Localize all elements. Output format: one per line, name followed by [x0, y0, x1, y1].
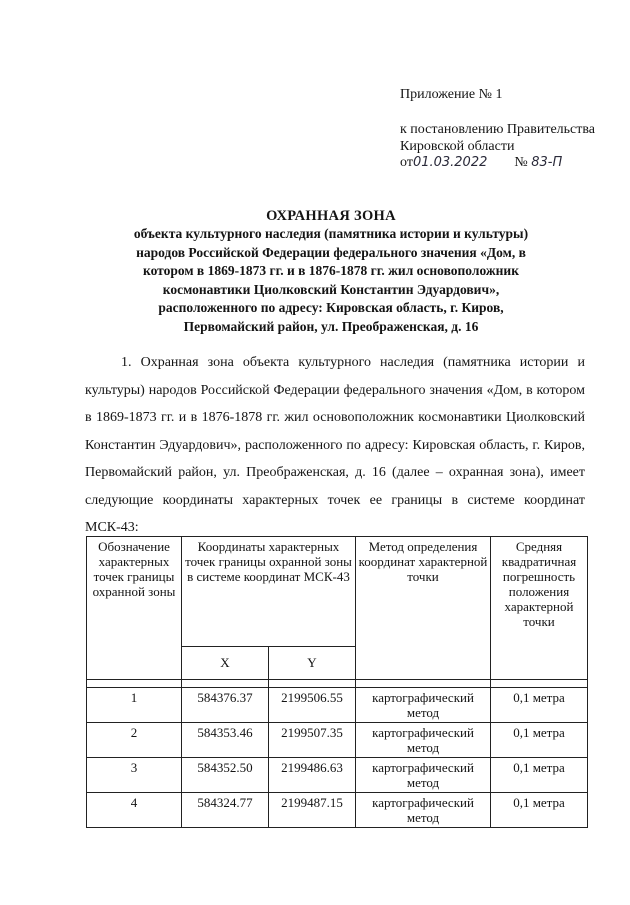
cell-x: 584324.77 [182, 793, 269, 828]
header-x: X [182, 646, 269, 679]
handwritten-date: 01.03.2022 [412, 155, 488, 170]
cell-y: 2199487.15 [269, 793, 356, 828]
cell-y: 2199506.55 [269, 688, 356, 723]
table-row [87, 688, 588, 723]
cell-error: 0,1 метра [491, 793, 588, 828]
appendix-decree-line: к постановлению Правительства [400, 122, 596, 137]
header-point: Обозначение характерных точек границы охранной зоны [87, 537, 182, 680]
document-heading [100, 207, 562, 337]
heading-line: объекта культурного наследия (памятника истории и культуры) [133, 226, 529, 241]
cell-y: 2199486.63 [269, 758, 356, 793]
table-row [87, 793, 588, 828]
cell-method: картографический метод [356, 758, 491, 793]
header-error: Средняя квадратичная погрешность положения характерной точки [491, 537, 588, 680]
table-row [87, 758, 588, 793]
number-prefix: № [514, 155, 528, 170]
header-coords: Координаты характерных точек границы охранной зоны в системе координат МСК-43 [182, 537, 356, 647]
cell-error: 0,1 метра [491, 723, 588, 758]
cell-point: 4 [87, 793, 182, 828]
appendix-region-line: Кировской области [400, 139, 515, 154]
cell-error: 0,1 метра [491, 688, 588, 723]
cell-x: 584352.50 [182, 758, 269, 793]
heading-title: ОХРАННАЯ ЗОНА [266, 208, 396, 224]
heading-line: космонавтики Циолковский Константин Эдуардович», [162, 281, 500, 297]
appendix-title: Приложение № 1 [400, 87, 503, 102]
cell-error: 0,1 метра [491, 758, 588, 793]
body-paragraph: 1. Охранная зона объекта культурного наследия (памятника истории и культуры) народов Российской Федерации федерального значения «Дом, в котором в 1869-1873 гг. и в 1876-1878 гг. жил основоположник космонавтики Циолковский Константин Эдуардович», расположенного по адресу: Кировская область, г. Киров, Первомайский район, ул. Преображенская, д. 16 (далее – охранная зона), имеет следующие координаты характерных точек ее границы в системе координат МСК-43: [85, 355, 585, 535]
table-row [87, 723, 588, 758]
header-method: Метод определения координат характерной точки [356, 537, 491, 680]
heading-line: Первомайский район, ул. Преображенская, д. 16 [183, 318, 479, 334]
table-header-row [87, 537, 588, 647]
cell-method: картографический метод [356, 793, 491, 828]
table-spacer-row [87, 680, 588, 688]
coordinates-table [86, 536, 588, 828]
date-prefix: от [400, 155, 413, 170]
heading-line: расположенного по адресу: Кировская область, г. Киров, [158, 300, 504, 316]
cell-point: 3 [87, 758, 182, 793]
cell-point: 2 [87, 723, 182, 758]
cell-method: картографический метод [356, 723, 491, 758]
cell-x: 584376.37 [182, 688, 269, 723]
header-y: Y [269, 646, 356, 679]
handwritten-number: 83-П [531, 155, 563, 170]
cell-point: 1 [87, 688, 182, 723]
heading-line: народов Российской Федерации федерального значения «Дом, в [136, 244, 526, 260]
heading-line: котором в 1869-1873 гг. и в 1876-1878 гг. жил основоположник [142, 263, 519, 279]
cell-y: 2199507.35 [269, 723, 356, 758]
appendix-date-line [400, 154, 562, 171]
cell-method: картографический метод [356, 688, 491, 723]
cell-x: 584353.46 [182, 723, 269, 758]
